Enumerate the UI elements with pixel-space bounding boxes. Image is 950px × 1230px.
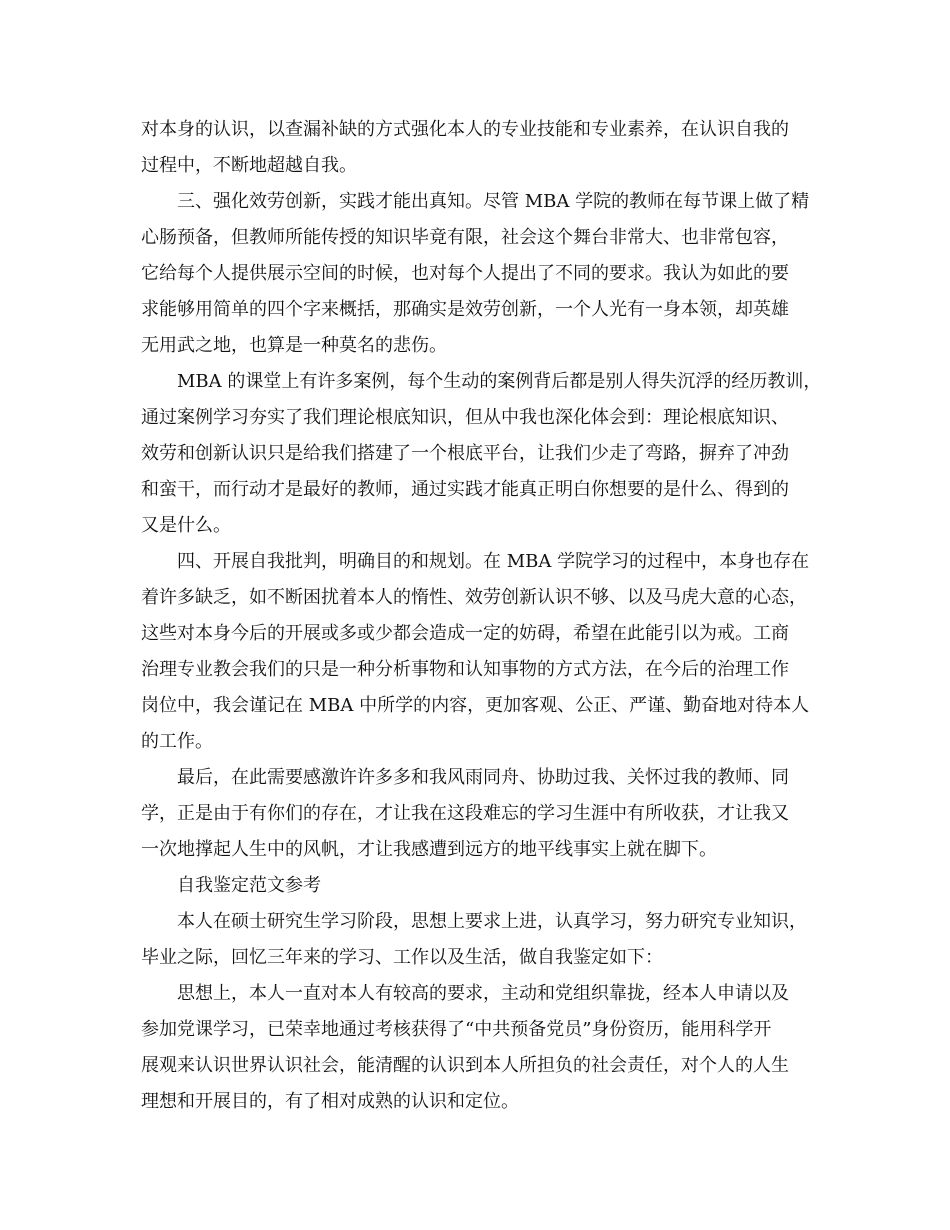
text-line: 效劳和创新认识只是给我们搭建了一个根底平台，让我们少走了弯路，摒弃了冲劲 xyxy=(141,443,789,464)
text-line: MBA 的课堂上有许多案例，每个生动的案例背后都是别人得失沉浮的经历教训， xyxy=(177,371,822,392)
text-line: 对本身的认识，以查漏补缺的方式强化本人的专业技能和专业素养，在认识自我的 xyxy=(141,119,789,140)
text-line: 理想和开展目的，有了相对成熟的认识和定位。 xyxy=(141,1091,519,1112)
text-line: 四、开展自我批判，明确目的和规划。在 MBA 学院学习的过程中，本身也存在 xyxy=(177,551,810,572)
text-line: 最后，在此需要感激许许多多和我风雨同舟、协助过我、关怀过我的教师、同 xyxy=(177,767,789,788)
text-line: 毕业之际，回忆三年来的学习、工作以及生活，做自我鉴定如下： xyxy=(141,947,663,968)
text-line: 这些对本身今后的开展或多或少都会造成一定的妨碍，希望在此能引以为戒。工商 xyxy=(141,623,789,644)
paragraph xyxy=(141,976,831,1120)
text-line: 它给每个人提供展示空间的时候，也对每个人提出了不同的要求。我认为如此的要 xyxy=(141,263,789,284)
text-line: 参加党课学习，已荣幸地通过考核获得了“中共预备党员”身份资历，能用科学开 xyxy=(141,1019,772,1040)
text-line: 学，正是由于有你们的存在，才让我在这段难忘的学习生涯中有所收获，才让我又 xyxy=(141,803,789,824)
text-line: 无用武之地，也算是一种莫名的悲伤。 xyxy=(141,335,447,356)
document-body xyxy=(141,112,831,1120)
text-line: 一次地撑起人生中的风帆，才让我感遭到远方的地平线事实上就在脚下。 xyxy=(141,839,717,860)
text-line: 和蛮干，而行动才是最好的教师，通过实践才能真正明白你想要的是什么、得到的 xyxy=(141,479,789,500)
paragraph xyxy=(141,904,831,976)
text-line: 自我鉴定范文参考 xyxy=(177,875,321,896)
text-line: 又是什么。 xyxy=(141,515,231,536)
paragraph xyxy=(141,760,831,868)
text-line: 思想上，本人一直对本人有较高的要求，主动和党组织靠拢，经本人申请以及 xyxy=(177,983,789,1004)
text-line: 本人在硕士研究生学习阶段，思想上要求上进，认真学习，努力研究专业知识， xyxy=(177,911,807,932)
text-line: 求能够用简单的四个字来概括，那确实是效劳创新，一个人光有一身本领，却英雄 xyxy=(141,299,789,320)
text-line: 通过案例学习夯实了我们理论根底知识，但从中我也深化体会到：理论根底知识、 xyxy=(141,407,789,428)
text-line: 的工作。 xyxy=(141,731,213,752)
paragraph xyxy=(141,184,831,364)
text-line: 治理专业教会我们的只是一种分析事物和认知事物的方式方法，在今后的治理工作 xyxy=(141,659,789,680)
text-line: 岗位中，我会谨记在 MBA 中所学的内容，更加客观、公正、严谨、勤奋地对待本人 xyxy=(141,695,810,716)
text-line: 三、强化效劳创新，实践才能出真知。尽管 MBA 学院的教师在每节课上做了精 xyxy=(177,191,810,212)
paragraph xyxy=(141,868,831,904)
paragraph xyxy=(141,112,831,184)
text-line: 心肠预备，但教师所能传授的知识毕竟有限，社会这个舞台非常大、也非常包容， xyxy=(141,227,789,248)
paragraph xyxy=(141,544,831,760)
text-line: 着许多缺乏，如不断困扰着本人的惰性、效劳创新认识不够、以及马虎大意的心态， xyxy=(141,587,807,608)
text-line: 过程中，不断地超越自我。 xyxy=(141,155,357,176)
paragraph xyxy=(141,364,831,544)
text-line: 展观来认识世界认识社会，能清醒的认识到本人所担负的社会责任，对个人的人生 xyxy=(141,1055,789,1076)
